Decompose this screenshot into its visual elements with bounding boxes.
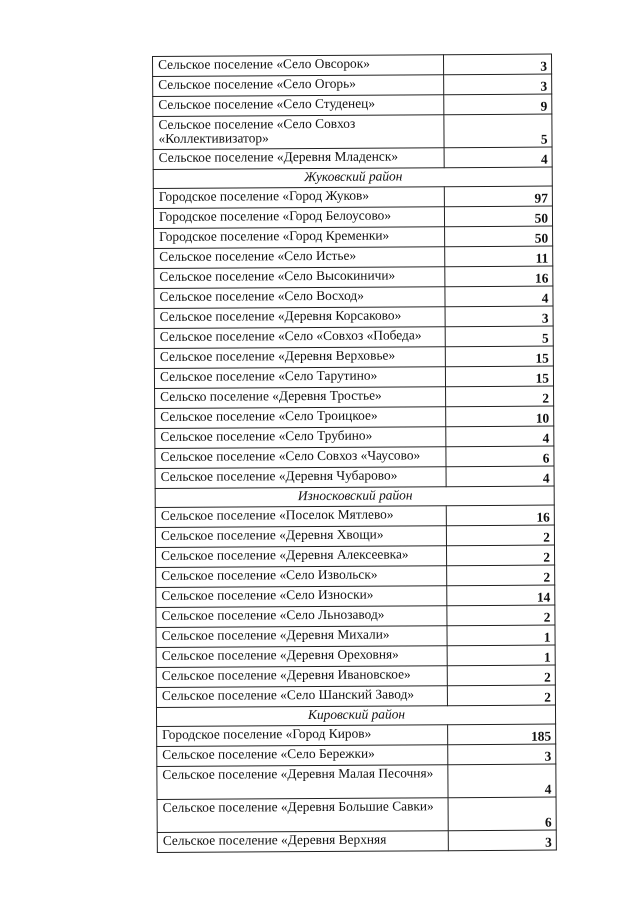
settlement-name: Городское поселение «Город Жуков» bbox=[153, 187, 444, 209]
settlement-name: Сельское поселение «Деревня Малая Песочня» bbox=[157, 765, 448, 800]
table-row bbox=[156, 605, 555, 627]
table-row bbox=[154, 366, 553, 388]
table-row bbox=[154, 246, 553, 268]
table-row bbox=[156, 585, 555, 607]
settlement-value: 6 bbox=[446, 446, 554, 467]
table-row bbox=[153, 206, 552, 228]
table-row bbox=[157, 724, 556, 746]
settlement-value: 2 bbox=[447, 605, 555, 626]
table-row bbox=[153, 114, 552, 149]
table-row bbox=[155, 525, 554, 547]
district-header: Жуковский район bbox=[153, 167, 552, 188]
settlement-value: 2 bbox=[447, 685, 555, 706]
settlement-name: Сельское поселение «Село Совхоз «Чаусово» bbox=[155, 447, 446, 469]
settlement-name: Сельское поселение «Село Огорь» bbox=[153, 75, 444, 97]
settlement-value: 11 bbox=[445, 246, 553, 267]
table-row bbox=[157, 830, 556, 852]
document-page bbox=[152, 54, 557, 853]
table-row bbox=[153, 147, 552, 169]
settlement-value: 9 bbox=[444, 94, 552, 115]
table-row bbox=[155, 505, 554, 527]
table-row bbox=[153, 54, 552, 76]
settlement-value: 3 bbox=[448, 744, 556, 765]
district-header: Кировский район bbox=[156, 705, 555, 726]
settlement-value: 4 bbox=[446, 466, 554, 487]
table-row bbox=[154, 226, 553, 248]
settlement-name: Сельское поселение «Село «Совхоз «Победа» bbox=[154, 327, 445, 349]
settlement-value: 3 bbox=[443, 54, 551, 75]
table-row bbox=[155, 406, 554, 428]
settlement-name: Сельское поселение «Деревня Ореховня» bbox=[156, 646, 447, 668]
table-row bbox=[156, 625, 555, 647]
settlement-value: 16 bbox=[445, 266, 553, 287]
settlement-name: Сельское поселение «Деревня Михали» bbox=[156, 626, 447, 648]
settlement-value: 5 bbox=[445, 326, 553, 347]
table-row bbox=[156, 645, 555, 667]
district-header: Износковский район bbox=[155, 486, 554, 507]
settlement-name: Сельское поселение «Деревня Хвощи» bbox=[155, 526, 446, 548]
settlement-value: 2 bbox=[445, 386, 553, 407]
settlement-name: Сельское поселение «Село Тарутино» bbox=[154, 367, 445, 389]
settlement-name: Сельское поселение «Село Совхоз «Коллективизатор» bbox=[153, 115, 444, 150]
settlement-value: 15 bbox=[445, 366, 553, 387]
settlement-value: 15 bbox=[445, 346, 553, 367]
settlements-table bbox=[152, 54, 557, 853]
settlement-value: 1 bbox=[447, 625, 555, 646]
settlement-name: Сельское поселение «Деревня Младенск» bbox=[153, 148, 444, 170]
settlement-value: 14 bbox=[447, 585, 555, 606]
settlement-name: Сельское поселение «Село Шанский Завод» bbox=[156, 686, 447, 708]
settlement-name: Сельское поселение «Село Студенец» bbox=[153, 95, 444, 117]
settlement-name: Сельское поселение «Деревня Большие Савки» bbox=[157, 798, 448, 833]
settlement-name: Сельское поселение «Поселок Мятлево» bbox=[155, 506, 446, 528]
settlement-value: 2 bbox=[446, 545, 554, 566]
settlement-value: 4 bbox=[445, 286, 553, 307]
settlement-name: Сельское поселение «Деревня Ивановское» bbox=[156, 666, 447, 688]
settlement-value: 2 bbox=[447, 665, 555, 686]
settlement-name: Сельское поселение «Село Износки» bbox=[156, 586, 447, 608]
settlement-name: Сельское поселение «Село Извольск» bbox=[156, 566, 447, 588]
settlement-value: 185 bbox=[447, 724, 555, 745]
settlement-value: 3 bbox=[444, 74, 552, 95]
table-row bbox=[155, 426, 554, 448]
table-row bbox=[155, 466, 554, 488]
table-row bbox=[156, 565, 555, 587]
settlement-value: 10 bbox=[446, 406, 554, 427]
table-row bbox=[153, 186, 552, 208]
table-row bbox=[155, 386, 554, 408]
settlement-name: Сельское поселение «Деревня Чубарово» bbox=[155, 467, 446, 489]
settlement-name: Сельское поселение «Деревня Алексеевка» bbox=[156, 546, 447, 568]
settlement-value: 50 bbox=[444, 226, 552, 247]
settlement-name: Сельское поселение «Деревня Верхняя bbox=[157, 831, 448, 853]
table-row bbox=[154, 306, 553, 328]
district-header-row bbox=[153, 167, 552, 188]
settlement-value: 2 bbox=[447, 565, 555, 586]
district-header-row bbox=[156, 705, 555, 726]
settlement-value: 6 bbox=[448, 797, 556, 831]
table-row bbox=[154, 326, 553, 348]
table-row bbox=[156, 665, 555, 687]
settlement-name: Сельское поселение «Село Бережки» bbox=[157, 745, 448, 767]
settlement-value: 4 bbox=[448, 764, 556, 798]
settlement-name: Сельское поселение «Село Истье» bbox=[154, 247, 445, 269]
settlement-name: Сельское поселение «Село Трубино» bbox=[155, 427, 446, 449]
table-row bbox=[153, 94, 552, 116]
settlement-value: 4 bbox=[444, 147, 552, 168]
settlement-value: 97 bbox=[444, 186, 552, 207]
table-row bbox=[153, 74, 552, 96]
table-row bbox=[154, 346, 553, 368]
settlement-name: Сельское поселение «Деревня Верховье» bbox=[154, 347, 445, 369]
settlement-value: 5 bbox=[444, 114, 552, 148]
settlement-name: Сельское поселение «Село Льнозавод» bbox=[156, 606, 447, 628]
table-body bbox=[153, 54, 557, 852]
settlement-value: 3 bbox=[445, 306, 553, 327]
district-header-row bbox=[155, 486, 554, 507]
table-row bbox=[157, 744, 556, 766]
table-row bbox=[156, 545, 555, 567]
settlement-name: Городское поселение «Город Белоусово» bbox=[153, 207, 444, 229]
settlement-value: 50 bbox=[444, 206, 552, 227]
settlement-name: Сельское поселение «Село Троицкое» bbox=[155, 407, 446, 429]
table-row bbox=[155, 446, 554, 468]
settlement-value: 16 bbox=[446, 505, 554, 526]
table-row bbox=[157, 764, 556, 799]
settlement-name: Сельское поселение «Село Высокиничи» bbox=[154, 267, 445, 289]
settlement-name: Городское поселение «Город Кременки» bbox=[154, 227, 445, 249]
settlement-value: 1 bbox=[447, 645, 555, 666]
table-row bbox=[156, 685, 555, 707]
table-row bbox=[154, 286, 553, 308]
settlement-name: Сельское поселение «Село Овсорок» bbox=[153, 55, 444, 77]
table-row bbox=[154, 266, 553, 288]
settlement-name: Сельское поселение «Деревня Корсаково» bbox=[154, 307, 445, 329]
settlement-name: Городское поселение «Город Киров» bbox=[157, 725, 448, 747]
settlement-name: Сельское поселение «Село Восход» bbox=[154, 287, 445, 309]
settlement-value: 3 bbox=[448, 830, 556, 851]
settlement-name: Сельско поселение «Деревня Тростье» bbox=[155, 387, 446, 409]
table-row bbox=[157, 797, 556, 832]
settlement-value: 4 bbox=[446, 426, 554, 447]
settlement-value: 2 bbox=[446, 525, 554, 546]
